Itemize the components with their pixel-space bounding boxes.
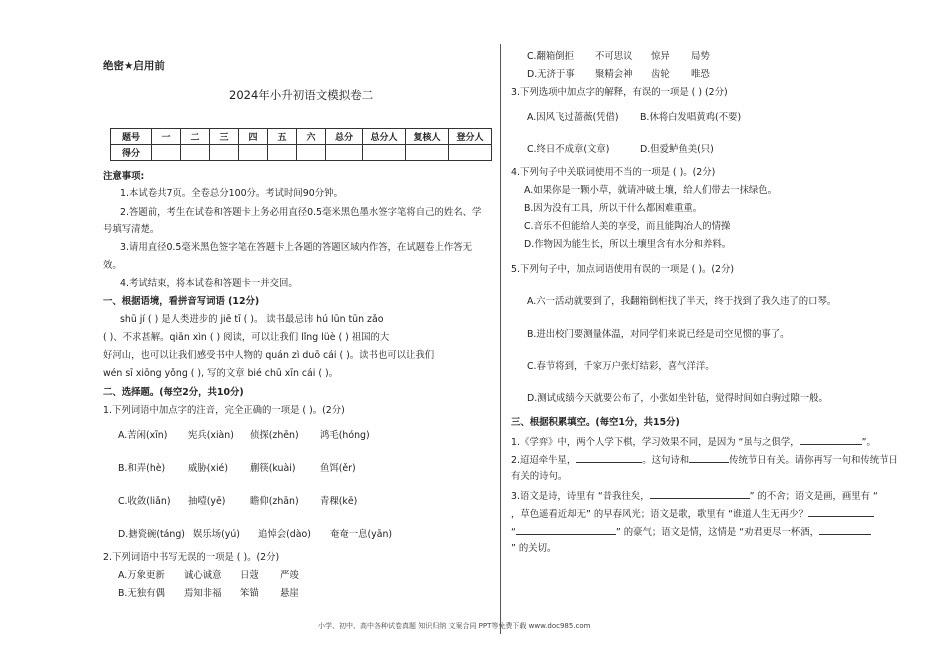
note-4: 4.考试结束，将本试卷和答题卡一并交回。 [120, 278, 298, 289]
table-row [111, 129, 492, 145]
table-cell: 一 [152, 129, 181, 145]
section-1-line-3: 好河山，也可以让我们感受书中人物的 quán zì duō cái ( )。读书也可以让我们 [103, 350, 435, 361]
table-cell [268, 145, 297, 161]
notes-heading: 注意事项: [103, 171, 145, 182]
exam-title: 2024年小升初语文模拟卷二 [229, 88, 374, 102]
question-2: 2.下列词语中书写无误的一项是 ( )。(2分) [103, 552, 280, 563]
table-cell [210, 145, 239, 161]
table-cell: 三 [210, 129, 239, 145]
option-1a-2: 宪兵(xiàn) [188, 430, 234, 441]
option-2d-1: D.无济于事 [527, 69, 575, 80]
note-2: 2.答题前，考生在试卷和答题卡上务必用直径0.5毫米黑色墨水签字笔将自己的姓名、学 [120, 207, 482, 218]
note-1: 1.本试卷共7页。全卷总分100分。考试时间90分钟。 [120, 188, 343, 199]
option-2a-3: 日蔻 [240, 570, 259, 581]
table-cell: 二 [181, 129, 210, 145]
table-cell [239, 145, 268, 161]
option-5a: A.六一活动就要到了，我翻箱倒柜找了半天，终于找到了我久违了的口琴。 [527, 296, 837, 307]
answer-blank[interactable] [819, 524, 871, 535]
fill-text: ” 的豪气；语文是情，这情是 “劝君更尽一杯酒， [615, 527, 820, 538]
answer-blank[interactable] [576, 452, 642, 463]
fill-line-1 [511, 434, 876, 450]
option-3c: C.终日不成章(文章) [527, 144, 610, 155]
section-1-line-1: shū jí ( ) 是人类进步的 jiē tī ( )。 读书最忌讳 hú lūn tūn zǎo [120, 314, 384, 325]
fill-text: ，草色遥看近却无” 的早春风光；语文是歌，歌里有 “谁道人生无再少？ [511, 509, 808, 520]
option-3b: B.休将白发唱黄鸡(不要) [640, 112, 742, 123]
option-3a: A.因风飞过蔷薇(凭借) [527, 112, 619, 123]
option-1b-1: B.和弄(hè) [118, 463, 166, 474]
table-cell [363, 145, 406, 161]
fill-line-2 [511, 452, 898, 468]
answer-blank[interactable] [808, 506, 874, 517]
option-2b-3: 笨锚 [240, 588, 259, 599]
table-cell: 五 [268, 129, 297, 145]
table-cell: 总分 [326, 129, 363, 145]
fill-line-2-cont: 有关的诗句。 [511, 471, 568, 482]
option-1a-4: 鸿毛(hóng) [320, 430, 370, 441]
note-3: 3.请用直径0.5毫米黑色签字笔在答题卡上各题的答题区域内作答，在试题卷上作答无 [120, 242, 472, 253]
table-cell [152, 145, 181, 161]
fill-text: 3.语文是诗，诗里有 “昔我往矣， [511, 491, 650, 502]
option-4d: D.作物因为能生长，所以土壤里含有水分和养料。 [524, 239, 732, 250]
option-4c: C.音乐不但能给人美的享受，而且能陶冶人的情操 [524, 221, 731, 232]
answer-blank[interactable] [800, 434, 862, 445]
option-5b: B.进出校门要测量体温，对同学们来说已经是司空见惯的事了。 [527, 329, 790, 340]
table-cell: 四 [239, 129, 268, 145]
table-cell [406, 145, 449, 161]
section-1-heading: 一、根据语境，看拼音写词语 (12分) [103, 296, 260, 307]
option-2b-4: 悬崖 [280, 588, 299, 599]
fill-text: 2.迢迢牵牛星， [511, 455, 577, 466]
option-1c-1: C.收敛(liǎn) [118, 496, 171, 507]
note-2-cont: 号填写清楚。 [103, 224, 160, 235]
table-cell: 六 [297, 129, 326, 145]
fill-line-3b [511, 506, 874, 522]
option-2d-2: 聚精会神 [595, 69, 633, 80]
question-5: 5.下列句子中，加点词语使用有误的一项是 ( )。(2分) [511, 264, 735, 275]
question-1: 1.下列词语中加点字的注音，完全正确的一项是 ( )。(2分) [103, 405, 345, 416]
fill-text: ” 的不舍；语文是画，画里有 “ [749, 491, 878, 502]
fill-text: ”。 [861, 437, 876, 448]
section-2-heading: 二、选择题。(每空2分，共10分) [103, 387, 244, 398]
option-2c-3: 惊异 [651, 51, 670, 62]
table-cell: 题号 [111, 129, 152, 145]
option-2b-2: 焉知非福 [184, 588, 222, 599]
option-1d-4: 奄奄一息(yān) [330, 529, 393, 540]
fill-text: 传统节日有关。请你再写一句和传统节日 [729, 455, 898, 466]
note-3-cont: 效。 [103, 260, 122, 271]
table-cell [326, 145, 363, 161]
question-3: 3.下列选项中加点字的解释，有误的一项是 ( ) (2分) [511, 87, 728, 98]
table-cell: 登分人 [449, 129, 492, 145]
score-table [110, 128, 492, 161]
option-2a-2: 诚心诚意 [184, 570, 222, 581]
fill-line-3d: ” 的关切。 [511, 543, 557, 554]
option-1b-2: 威胁(xié) [188, 463, 228, 474]
column-divider [500, 44, 501, 634]
answer-blank[interactable] [689, 452, 729, 463]
option-2d-3: 齿轮 [651, 69, 670, 80]
option-3d: D.但爱鲈鱼美(只) [640, 144, 714, 155]
table-cell: 得分 [111, 145, 152, 161]
option-1b-4: 鱼饵(ěr) [320, 463, 356, 474]
option-2d-4: 唯恐 [691, 69, 710, 80]
option-1a-3: 侦探(zhēn) [250, 430, 299, 441]
table-cell: 复核人 [406, 129, 449, 145]
option-4b: B.因为没有工具，所以干什么都困难重重。 [524, 203, 703, 214]
option-2b-1: B.无独有偶 [118, 588, 165, 599]
option-5c: C.春节将到，千家万户张灯结彩，喜气洋洋。 [527, 361, 715, 372]
fill-text: “ [511, 527, 516, 538]
option-1c-4: 青稞(kē) [320, 496, 358, 507]
option-1d-1: D.搪瓷碗(táng) [118, 529, 185, 540]
option-2a-1: A.万象更新 [118, 570, 165, 581]
answer-blank[interactable] [650, 488, 750, 499]
table-cell [297, 145, 326, 161]
table-cell: 总分人 [363, 129, 406, 145]
fill-line-3c [511, 524, 871, 540]
table-cell [449, 145, 492, 161]
option-1c-2: 抽噎(yē) [188, 496, 226, 507]
table-row [111, 145, 492, 161]
option-1a-1: A.苦闲(xīn) [118, 430, 168, 441]
fill-line-3 [511, 488, 878, 504]
option-4a: A.如果你是一颗小草，就请冲破土壤，给人们带去一抹绿色。 [524, 185, 777, 196]
option-1b-3: 蒯筷(kuài) [250, 463, 296, 474]
table-cell [181, 145, 210, 161]
answer-blank[interactable] [516, 524, 616, 535]
option-1d-3: 追悼会(dào) [258, 529, 311, 540]
section-1-line-2: ( )、不求甚解。qiān xìn ( ) 阅读，可以让我们 lǐng lüè ( ) 祖国的大 [103, 332, 390, 343]
option-2c-2: 不可思议 [595, 51, 633, 62]
option-2c-4: 局势 [691, 51, 710, 62]
option-1c-3: 瞻仰(zhān) [250, 496, 299, 507]
option-2c-1: C.翻箱倒拒 [527, 51, 575, 62]
page-footer: 小学、初中、高中各种试卷真题 知识归纳 文案合同 PPT等免费下载 www.doc985.com [318, 622, 591, 630]
fill-text: 1.《学弈》中，两个人学下棋，学习效果不同，是因为 “虽与之俱学， [511, 437, 800, 448]
option-2a-4: 严竣 [280, 570, 299, 581]
section-3-heading: 三、根据积累填空。(每空1分，共15分) [511, 417, 680, 428]
section-1-line-4: wén sī xiōng yǒng ( ), 写的文章 bié chū xīn cái ( )。 [103, 368, 339, 379]
option-5d: D.测试成绩今天就要公布了，小张如坐针毡，觉得时间如白驹过隙一般。 [527, 393, 828, 404]
option-1d-2: 娱乐场(yú) [193, 529, 240, 540]
question-4: 4.下列句子中关联词使用不当的一项是 ( )。(2分) [511, 167, 716, 178]
fill-text: 。这句诗和 [642, 455, 690, 466]
confidential-label: 绝密★启用前 [103, 60, 165, 72]
